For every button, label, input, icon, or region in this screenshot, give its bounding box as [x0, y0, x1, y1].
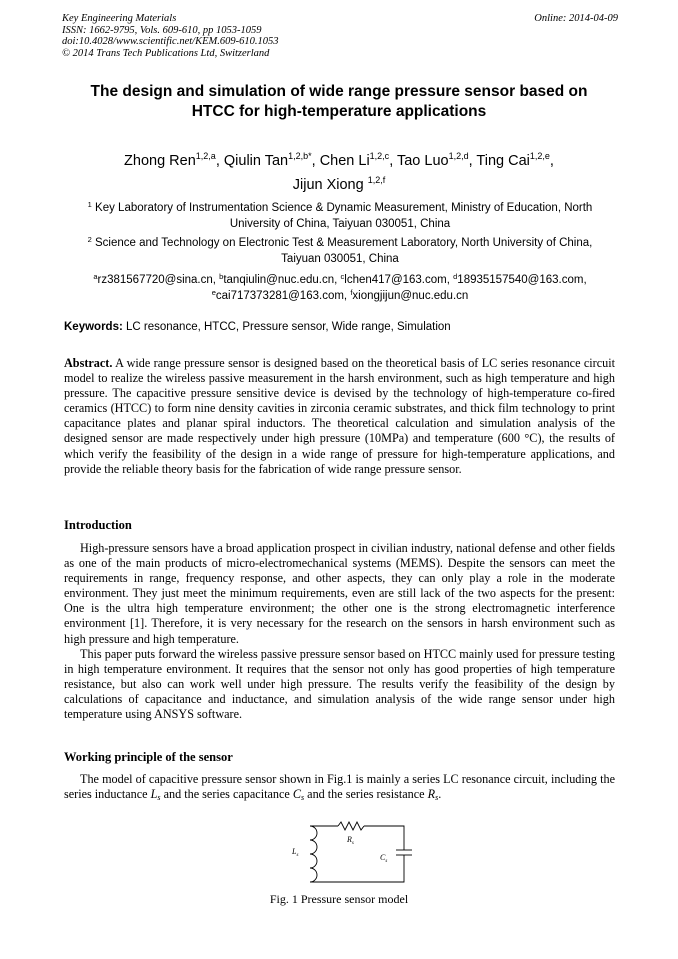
top-wire-right	[364, 826, 404, 850]
section-heading-working-principle: Working principle of the sensor	[64, 750, 233, 764]
email-list: $^a$rz381567720@sina.cn, $^b$tanqiulin@nuc.edu.cn, $^c$lchen417@163.com, $^d$18935157540@163.com, $^e$cai717373281@163.com, $^f$xiongjijun@nuc.edu.cn	[93, 272, 587, 302]
affiliation-line: University of China, Taiyuan 030051, China	[229, 218, 451, 230]
resistance-symbol: $R_s$	[427, 787, 439, 803]
figure-caption: Fig. 1 Pressure sensor model	[269, 892, 409, 906]
journal-name: Key Engineering Materials	[62, 13, 177, 24]
email-address: xiongjijun@nuc.edu.cn	[352, 290, 469, 302]
author-name: Jijun Xiong	[292, 177, 364, 193]
paper-title	[60, 82, 618, 122]
affiliation-line: Key Laboratory of Instrumentation Science & Dynamic Measurement, Ministry of Education, North	[95, 202, 593, 214]
inductor-label: $L_s$	[292, 847, 299, 858]
author-name: Ting Cai	[476, 153, 530, 169]
online-date: Online: 2014-04-09	[534, 13, 618, 24]
author-sup: 1,2,b*	[288, 151, 312, 161]
author-name: Zhong Ren	[124, 153, 196, 169]
email-address: tanqiulin@nuc.edu.cn	[223, 274, 335, 286]
email-address: 18935157540@163.com	[457, 274, 584, 286]
author-line-1: Zhong Ren$^{1,2,a}$, Qiulin Tan$^{1,2,b*}$, Chen Li$^{1,2,c}$, Tao Luo$^{1,2,d}$, Ting Cai$^{1,2,e}$,	[124, 151, 554, 169]
title-line-2: HTCC for high-temperature applications	[191, 103, 487, 120]
journal-header	[62, 13, 618, 59]
capacitance-symbol: $C_s$	[292, 787, 305, 803]
author-sup: 1,2,a	[195, 151, 216, 161]
affiliation-1	[62, 200, 618, 232]
email-sup: e	[211, 288, 216, 297]
author-line-2	[60, 173, 618, 197]
keywords	[64, 320, 618, 335]
abstract-text: A wide range pressure sensor is designed based on the theoretical basis of LC series resonance circuit model to realize the wireless passive measurement in the harsh environment, such as high temperature and high pressure. The capacitive pressure sensitive device is devised by the technology of high-temperature co-fired ceramics (HTCC) to form nine density cavities in zirconia ceramic substrates, and thick film technology to print capacitance plates and planar spiral inductors. The theoretical calculation and simulation analysis of the designed sensor are made respectively under high pressure (10MPa) and temperature (600 °C), the results of which verify the feasibility of the design in a wide range of pressure for high-temperature applications, and provide the reliable theory basis for the fabrication of wide range pressure sensor.	[64, 356, 616, 476]
author-name: Tao Luo	[396, 153, 449, 169]
keywords-text: LC resonance, HTCC, Pressure sensor, Wide range, Simulation	[126, 321, 451, 333]
affiliation-sup: 1	[87, 200, 92, 209]
abstract	[64, 356, 615, 477]
author-sup: 1,2,f	[367, 175, 386, 185]
email-sup: f	[350, 288, 353, 297]
email-sup: a	[93, 272, 98, 281]
email-sup: d	[453, 272, 458, 281]
inductance-symbol: $L_s$	[150, 787, 161, 803]
affiliation-line: Taiyuan 030051, China	[281, 253, 399, 265]
author-sup: 1,2,d	[448, 151, 469, 161]
bottom-wire	[310, 855, 404, 882]
resistor-label: $R_s$	[347, 835, 354, 846]
author-name: Chen Li	[319, 153, 370, 169]
introduction-body	[64, 541, 615, 722]
working-principle-paragraph: The model of capacitive pressure sensor shown in Fig.1 is mainly a series LC resonance circuit, including the series inductance $L_s$ and the series capacitance $C_s$ and the series resistance $R_s$.	[64, 772, 615, 803]
capacitor-label: $C_s$	[380, 853, 388, 864]
introduction-paragraph-1: High-pressure sensors have a broad application prospect in civilian industry, national defense and other fields as one of the main products of micro-electromechanical systems (MEMS). Despite the sensors can meet the requirements in range, frequency response, and other aspects, they can only play a role in the moderate environment. They just meet the minimum requirements, even are still lack of the two aspects for the present: One is the ultra high temperature environment; the other one is the strong electromagnetic interference environment [1]. Therefore, it is very necessary for the research on the sensors in harsh environment such as high pressure and high temperature.	[64, 541, 615, 646]
introduction-paragraph-2: This paper puts forward the wireless passive pressure sensor based on HTCC mainly used for pressure testing in high temperature environment. It requires that the sensor not only has good properties of high temperature resistance, but also can work well under high pressure. The results verify the feasibility of the design by calculations of capacitance and inductance, and simulation analysis of the wide range sensor under high temperature using ANSYS software.	[64, 646, 615, 722]
affiliation-2	[62, 235, 618, 267]
lc-circuit-diagram	[280, 812, 420, 892]
email-address: lchen417@163.com	[344, 274, 447, 286]
email-address: cai717373281@163.com	[215, 290, 344, 302]
affiliation-line: Science and Technology on Electronic Test & Measurement Laboratory, North University of China,	[95, 237, 593, 249]
title-line-1: The design and simulation of wide range pressure sensor based on	[90, 83, 588, 100]
working-principle-body	[64, 772, 615, 802]
copyright-line: © 2014 Trans Tech Publications Ltd, Switzerland	[62, 47, 270, 59]
issn-line: ISSN: 1662-9795, Vols. 609-610, pp 1053-1059	[62, 24, 262, 36]
author-name: Qiulin Tan	[223, 153, 289, 169]
abstract-label: Abstract.	[64, 356, 113, 370]
email-address: rz381567720@sina.cn	[97, 274, 213, 286]
email-sup: b	[219, 272, 224, 281]
section-heading-introduction: Introduction	[64, 518, 132, 532]
author-sup: 1,2,c	[369, 151, 390, 161]
doi-line: doi:10.4028/www.scientific.net/KEM.609-610.1053	[62, 36, 279, 47]
inductor-coil	[310, 826, 317, 882]
keywords-label: Keywords:	[64, 321, 123, 333]
author-sup: 1,2,e	[529, 151, 550, 161]
affiliation-sup: 2	[87, 235, 92, 244]
author-list	[60, 149, 618, 197]
email-sup: c	[340, 272, 345, 281]
resistor-zigzag	[338, 822, 364, 830]
